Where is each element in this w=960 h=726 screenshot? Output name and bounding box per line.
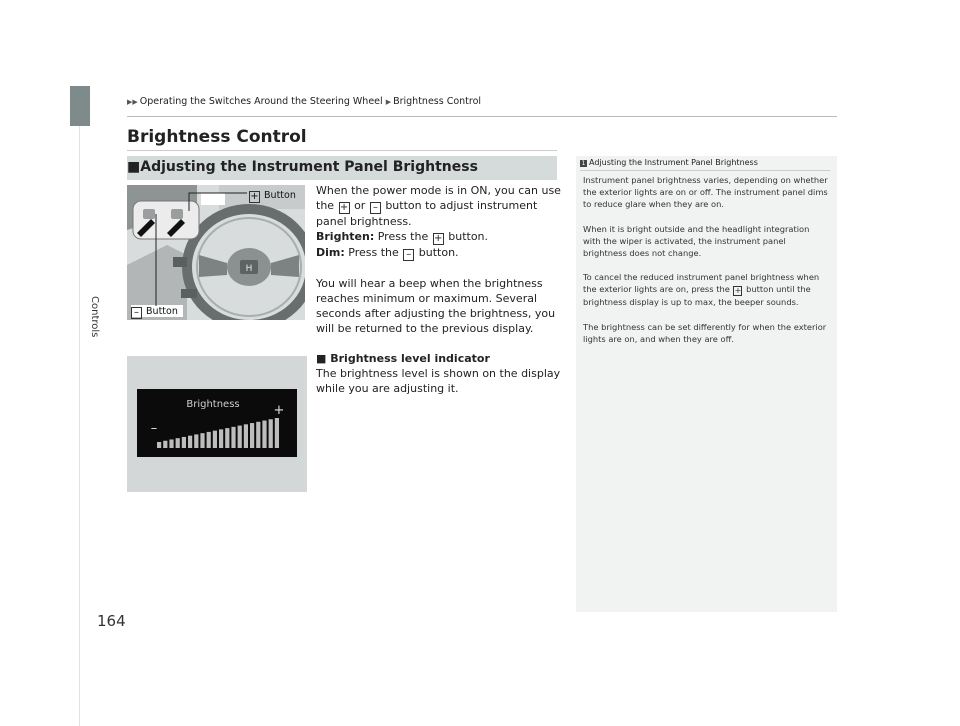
note-paragraph-2: When it is bright outside and the headlight integration with the wiper is activated, the instrument panel brightness does not change.	[583, 223, 810, 259]
plus-key-icon: +	[734, 286, 742, 296]
note-paragraph-3: To cancel the reduced instrument panel brightness when the exterior lights are on, press the + button until the brightness display is up to max, the beeper sounds.	[583, 272, 820, 308]
beep-paragraph: You will hear a beep when the brightness reaches minimum or maximum. Several seconds after adjusting the brightness, you will be returned to the previous display.	[316, 277, 556, 335]
brightness-bar	[200, 433, 204, 448]
breadcrumb-arrow-icon: ▶	[385, 98, 392, 106]
brightness-bar	[275, 418, 279, 448]
display-minus: –	[150, 421, 158, 436]
brightness-bar	[269, 419, 273, 448]
sub-heading: ■ Brightness level indicator	[316, 352, 490, 365]
brightness-bar	[194, 434, 198, 448]
plus-key-icon: +	[434, 233, 443, 244]
brightness-bar	[157, 442, 161, 448]
brightness-bar	[207, 432, 211, 448]
svg-text:H: H	[245, 264, 253, 274]
brightness-bar	[182, 437, 186, 448]
breadcrumb-item-1[interactable]: Operating the Switches Around the Steering Wheel	[139, 96, 383, 107]
section-title: ■Adjusting the Instrument Panel Brightness	[127, 159, 478, 175]
brightness-bar	[163, 441, 167, 448]
display-title: Brightness	[186, 399, 240, 410]
minus-key-icon: –	[131, 307, 142, 319]
breadcrumb-arrow-icon: ▶▶	[127, 98, 138, 106]
page-title: Brightness Control	[127, 127, 307, 147]
note-paragraph-1: Instrument panel brightness varies, depending on whether the exterior lights are on or off. The instrument panel dims to reduce glare when they are on.	[583, 175, 828, 210]
breadcrumb-rule	[127, 116, 837, 117]
note-body	[583, 174, 828, 357]
side-rule	[79, 126, 80, 726]
brightness-display-illustration	[127, 356, 307, 492]
intro-paragraph: When the power mode is in ON, you can use the + or – button to adjust instrument panel brightness.	[316, 184, 561, 228]
note-paragraph-4: The brightness can be set differently for when the exterior lights are on, and when they are off.	[583, 321, 827, 344]
brightness-bar	[169, 439, 173, 448]
callout-lines	[127, 185, 305, 320]
brightness-bar	[231, 427, 235, 448]
brightness-bar	[238, 426, 242, 448]
body-text	[316, 183, 566, 396]
plus-button-callout: + Button	[250, 190, 296, 202]
brightness-bar	[256, 422, 260, 448]
page-number: 164	[97, 612, 126, 630]
note-heading: 1 Adjusting the Instrument Panel Brightness	[581, 158, 758, 167]
breadcrumb	[127, 96, 481, 107]
brightness-bar	[219, 429, 223, 448]
plus-key-icon: +	[339, 202, 349, 213]
minus-button-callout: – Button	[130, 306, 178, 319]
brightness-bar	[213, 431, 217, 448]
title-rule	[127, 150, 557, 151]
plus-key-icon: +	[250, 191, 259, 202]
note-icon: 1	[581, 160, 586, 167]
minus-key-icon: –	[370, 202, 381, 214]
brightness-display	[127, 356, 307, 492]
brightness-bar	[244, 424, 248, 448]
breadcrumb-item-2[interactable]: Brightness Control	[393, 96, 482, 107]
brightness-bar	[262, 421, 266, 448]
brightness-bar	[250, 423, 254, 448]
brightness-bar	[188, 436, 192, 448]
brightness-bar	[176, 438, 180, 448]
dim-line: Dim: Press the – button.	[316, 246, 459, 260]
side-tab	[70, 86, 90, 126]
brightness-bar	[225, 428, 229, 448]
indicator-paragraph: The brightness level is shown on the display while you are adjusting it.	[316, 367, 561, 395]
note-rule	[580, 170, 830, 171]
display-plus: +	[273, 403, 285, 418]
side-label: Controls	[89, 296, 100, 338]
minus-key-icon: –	[403, 249, 414, 261]
brighten-line: Brighten: Press the + button.	[316, 230, 489, 244]
